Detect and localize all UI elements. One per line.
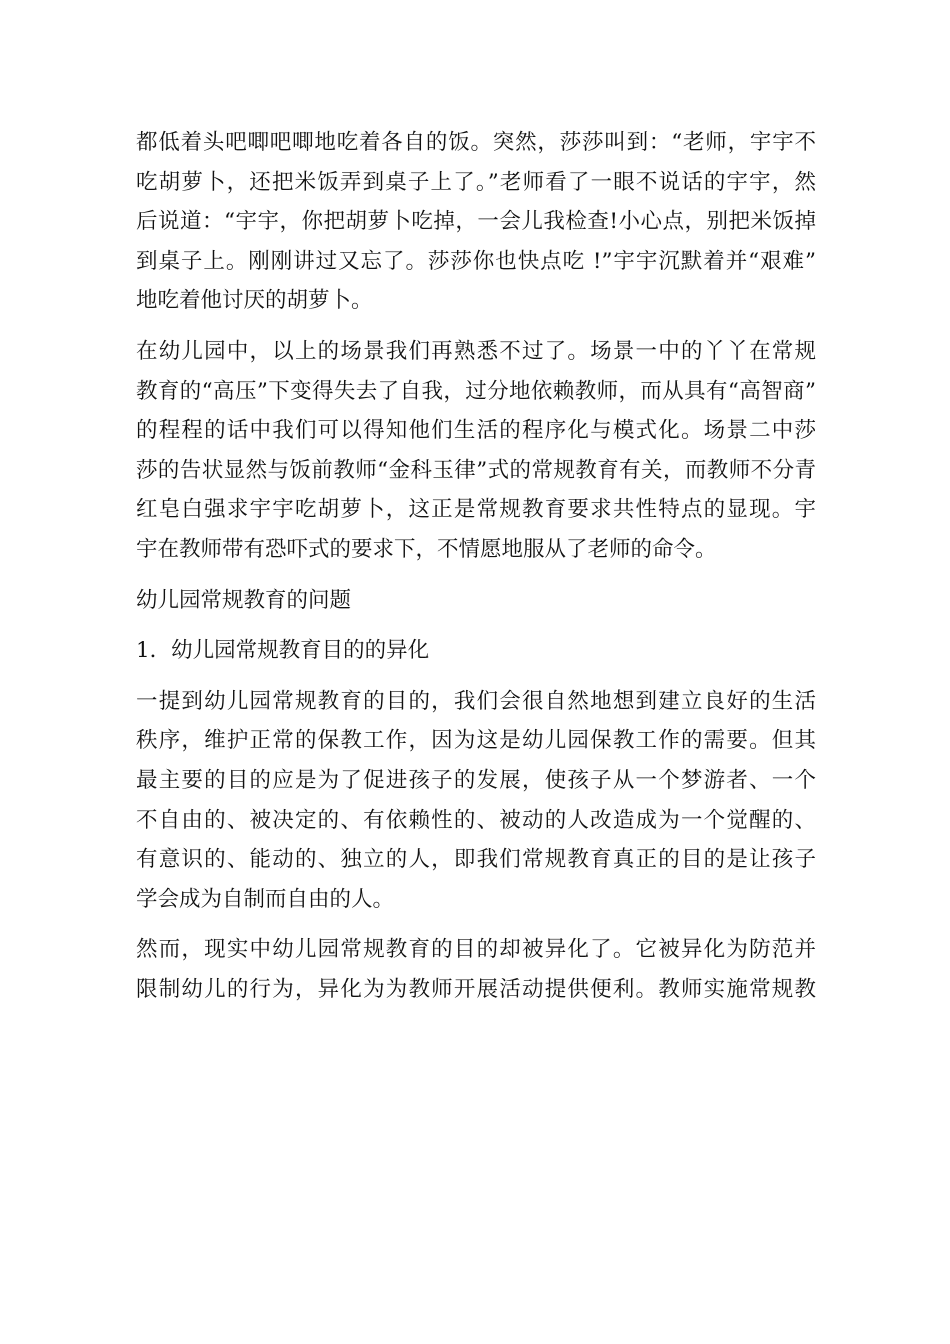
text-line: 教育的“高压”下变得失去了自我，过分地依赖教师，而从具有“高智商” — [136, 378, 816, 404]
text-line: 后说道：“宇宇，你把胡萝卜吃掉，一会儿我检查!小心点，别把米饭掉 — [136, 209, 816, 235]
text-line: 都低着头吧唧吧唧地吃着各自的饭。突然，莎莎叫到：“老师，宇宇不 — [136, 130, 816, 155]
text-line: 到桌子上。刚刚讲过又忘了。莎莎你也快点吃 !”宇宇沉默着并“艰难” — [136, 248, 816, 274]
paragraph-analysis — [136, 332, 816, 570]
text-line: 然而，现实中幼儿园常规教育的目的却被异化了。它被异化为防范并 — [136, 937, 816, 963]
paragraph-gap — [136, 620, 816, 631]
text-line: 红皂白强求宇宇吃胡萝卜，这正是常规教育要求共性特点的显现。宇 — [136, 497, 816, 523]
text-line: 有意识的、能动的、独立的人，即我们常规教育真正的目的是让孩子 — [136, 847, 816, 873]
heading-text: 1．幼儿园常规教育目的的异化 — [136, 638, 430, 664]
heading-text: 幼儿园常规教育的问题 — [136, 587, 352, 613]
document-page — [136, 123, 816, 1009]
text-line: 宇在教师带有恐吓式的要求下，不情愿地服从了老师的命令。 — [136, 536, 717, 562]
text-line: 吃胡萝卜，还把米饭弄到桌子上了。”老师看了一眼不说话的宇宇，然 — [136, 169, 816, 195]
text-line: 地吃着他讨厌的胡萝卜。 — [136, 288, 373, 314]
paragraph-gap — [136, 570, 816, 581]
text-line: 秩序，维护正常的保教工作，因为这是幼儿园保教工作的需要。但其 — [136, 728, 816, 754]
text-line: 莎的告状显然与饭前教师“金科玉律”式的常规教育有关，而教师不分青 — [136, 457, 816, 483]
subsection-heading — [136, 631, 816, 671]
paragraph-gap — [136, 671, 816, 682]
paragraph-gap — [136, 321, 816, 332]
text-line: 在幼儿园中，以上的场景我们再熟悉不过了。场景一中的丫丫在常规 — [136, 338, 816, 364]
text-line: 不自由的、被决定的、有依赖性的、被动的人改造成为一个觉醒的、 — [136, 807, 816, 833]
text-line: 最主要的目的应是为了促进孩子的发展，使孩子从一个梦游者、一个 — [136, 767, 816, 793]
text-line: 一提到幼儿园常规教育的目的，我们会很自然地想到建立良好的生活 — [136, 688, 816, 714]
section-heading — [136, 581, 816, 621]
paragraph-purpose — [136, 682, 816, 920]
text-line: 的程程的话中我们可以得知他们生活的程序化与模式化。场景二中莎 — [136, 418, 816, 444]
text-line: 限制幼儿的行为，异化为为教师开展活动提供便利。教师实施常规教 — [136, 976, 816, 1002]
text-line: 学会成为自制而自由的人。 — [136, 886, 395, 912]
paragraph-alienation — [136, 930, 816, 1009]
paragraph-gap — [136, 919, 816, 930]
paragraph-lunch-scene — [136, 123, 816, 321]
